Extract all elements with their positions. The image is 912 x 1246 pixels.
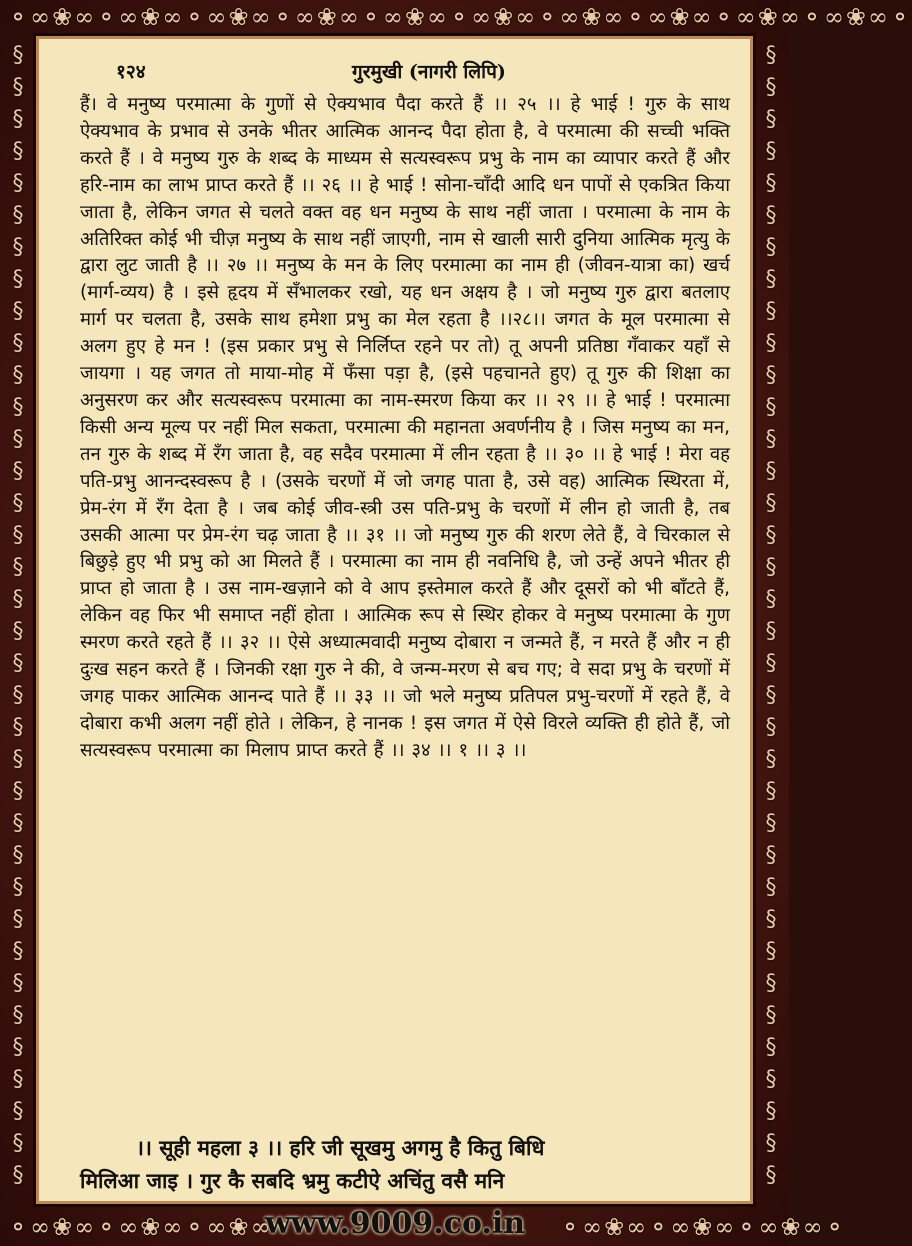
top-ornament-border: ⚬∞❀∞⚬∞❀∞⚬∞❀∞⚬∞❀∞⚬∞❀∞⚬∞❀∞⚬∞❀∞⚬∞❀∞⚬∞❀∞⚬∞❀∞⚬ [8, 3, 912, 31]
right-ornament-border: § § § § § § § § § § § § § § § § § § § § § § § § § § § § § § § § § § § § [765, 43, 777, 1188]
page-header [72, 58, 722, 90]
verse-block [80, 1132, 730, 1198]
bottom-right-ornament: ⚬∞❀∞⚬∞❀∞⚬∞❀∞⚬ [560, 1213, 847, 1241]
page-title: गुरमुखी (नागरी लिपि) [352, 61, 506, 83]
page-number: १२४ [116, 61, 146, 83]
bottom-left-ornament: ⚬∞❀∞⚬∞❀∞⚬∞❀∞⚬ [8, 1213, 295, 1241]
verse-line: ।। सूही महला ३ ।। हरि जी सूखमु अगमु है कितु बिधि [136, 1136, 545, 1160]
left-ornament-border: § § § § § § § § § § § § § § § § § § § § § § § § § § § § § § § § § § § § [12, 43, 24, 1188]
book-page [36, 36, 753, 1204]
verse-line: मिलिआ जाइ । गुर कै सबदि भ्रमु कटीऐ अचिंतु वसै मनि [80, 1169, 505, 1193]
website-link[interactable]: www.9009.co.in [264, 1206, 526, 1241]
body-paragraph: हैं। वे मनुष्य परमात्मा के गुणों से ऐक्यभाव पैदा करते हैं ।। २५ ।। हे भाई ! गुरु के साथ ऐक्यभाव के प्रभाव से उनके भीतर आत्मिक आनन्द पैदा होता है, वे परमात्मा की सच्ची भक्ति करते हैं । वे मनुष्य गुरु के शब्द के माध्यम से सत्यस्वरूप प्रभु के नाम का व्यापार करते हैं और हरि-नाम का लाभ प्राप्त करते हैं ।। २६ ।। हे भाई ! सोना-चाँदी आदि धन पापों से एकत्रित किया जाता है, लेकिन जगत से चलते वक्त वह धन मनुष्य के साथ नहीं जाता । परमात्मा के नाम के अतिरिक्त कोई भी चीज़ मनुष्य के साथ नहीं जाएगी, नाम से खाली सारी दुनिया आत्मिक मृत्यु के द्वारा लुट जाती है ।। २७ ।। मनुष्य के मन के लिए परमात्मा का नाम ही (जीवन-यात्रा का) खर्च (मार्ग-व्यय) है । इसे हृदय में सँभालकर रखो, यह धन अक्षय है । जो मनुष्य गुरु द्वारा बतलाए मार्ग पर चलता है, उसके साथ हमेशा प्रभु का मेल रहता है ।।२८।। जगत के मूल परमात्मा से अलग हुए हे मन ! (इस प्रकार प्रभु से निर्लिप्त रहने पर तो) तू अपनी प्रतिष्ठा गँवाकर यहाँ से जायगा । यह जगत तो माया-मोह में फँसा पड़ा है, (इसे पहचानते हुए) तू गुरु की शिक्षा का अनुसरण कर और सत्यस्वरूप परमात्मा का नाम-स्मरण किया कर ।। २९ ।। हे भाई ! परमात्मा किसी अन्य मूल्य पर नहीं मिल सकता, परमात्मा की महानता अवर्णनीय है । जिस मनुष्य का मन, तन गुरु के शब्द में रँग जाता है, वह सदैव परमात्मा में लीन रहता है ।। ३० ।। हे भाई ! मेरा वह पति-प्रभु आनन्दस्वरूप है । (उसके चरणों में जो जगह पाता है, उसे वह) आत्मिक स्थिरता में, प्रेम-रंग में रँग देता है । जब कोई जीव-स्त्री उस पति-प्रभु के चरणों में लीन हो जाती है, तब उसकी आत्मा पर प्रेम-रंग चढ़ जाता है ।। ३१ ।। जो मनुष्य गुरु की शरण लेते हैं, वे चिरकाल से बिछुड़े हुए भी प्रभु को आ मिलते हैं । परमात्मा का नाम ही नवनिधि है, जो उन्हें अपने भीतर ही प्राप्त हो जाता है । उस नाम-खज़ाने को वे आप इस्तेमाल करते हैं और दूसरों को भी बाँटते हैं, लेकिन वह फिर भी समाप्त नहीं होता । आत्मिक रूप से स्थिर होकर वे मनुष्य परमात्मा के गुण स्मरण करते रहते हैं ।। ३२ ।। ऐसे अध्यात्मवादी मनुष्य दोबारा न जन्मते हैं, न मरते हैं और न ही दुःख सहन करते हैं । जिनकी रक्षा गुरु ने की, वे जन्म-मरण से बच गए; वे सदा प्रभु के चरणों में जगह पाकर आत्मिक आनन्द पाते हैं ।। ३३ ।। जो भले मनुष्य प्रतिपल प्रभु-चरणों में रहते हैं, वे दोबारा कभी अलग नहीं होते । लेकिन, हे नानक ! इस जगत में ऐसे विरले व्यक्ति ही होते हैं, जो सत्यस्वरूप परमात्मा का मिलाप प्राप्त करते हैं ।। ३४ ।। १ ।। ३ ।। [80, 94, 730, 761]
